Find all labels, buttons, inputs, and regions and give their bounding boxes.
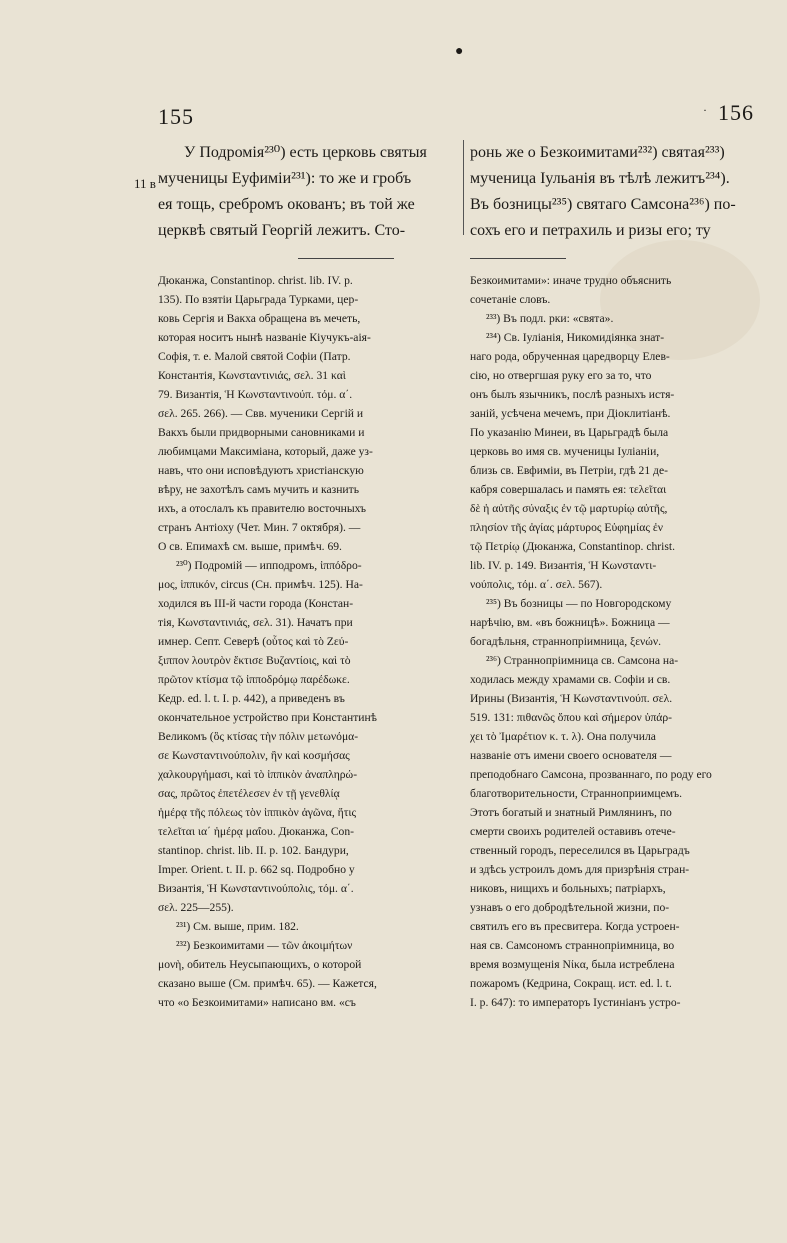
- footnote-line: Византія, Ἡ Κωνσταντινούπολις, τόμ. α΄.: [158, 882, 354, 895]
- footnote-line: τῷ Πετρίῳ (Дюканжа, Constantinop. christ.: [470, 540, 676, 553]
- footnote-line: 135). По взятіи Царьграда Турками, цер-: [158, 293, 359, 306]
- footnote-line: ная св. Самсономъ страннопріимница, во: [470, 939, 675, 952]
- footnote-line: святилъ его въ пресвитера. Когда устроен-: [470, 920, 680, 933]
- footnote-line: σελ. 265. 266). — Свв. мученики Сергій и: [158, 407, 364, 420]
- footnote-line: σε Κωνσταντινούπολιν, ἣν καὶ κοσμήσας: [158, 749, 350, 762]
- footnote-line: кабря совершалась и память ея: τελεῖται: [470, 483, 667, 496]
- footnote-line: окончательное устройство при Константинѣ: [158, 711, 377, 724]
- footnote-line: богадѣльня, страннопріимница, ξενών.: [470, 635, 662, 648]
- footnote-line: stantinop. christ. lib. II. p. 102. Бандури,: [158, 844, 349, 857]
- footnote-line: ходилась между храмами св. Софіи и св.: [470, 673, 671, 686]
- footnote-line: ²³¹) См. выше, прим. 182.: [176, 920, 299, 933]
- footnote-line: χαλκουργήμασι, καὶ τὸ ἱππικὸν ἀναπληρώ-: [158, 768, 358, 781]
- footnote-line: Дюканжа, Constantinop. christ. lib. IV. p.: [158, 274, 353, 287]
- ink-mark: ●: [455, 44, 464, 59]
- main-text-line: сохъ его и петрахиль и ризы его; ту: [470, 222, 711, 239]
- footnote-line: ковь Сергія и Вакха обращена въ мечеть,: [158, 312, 361, 325]
- footnote-line: узнавъ о его добродѣтельной жизни, по-: [470, 901, 670, 914]
- footnote-line: преподобнаго Самсона, прозваннаго, по роду его: [470, 768, 712, 781]
- footnote-line: церковь во имя св. мученицы Іуліаніи,: [470, 445, 660, 458]
- footnote-line: ²³⁵) Въ бозницы — по Новгородскому: [486, 597, 672, 610]
- footnote-line: Ирины (Византія, Ἡ Κωνσταντινούπ. σελ.: [470, 692, 673, 705]
- footnote-line: lib. IV. p. 149. Византія, Ἡ Κωνσταντι-: [470, 559, 657, 572]
- footnote-line: ²³⁴) Св. Іуліанія, Никомидіянка знат-: [486, 331, 665, 344]
- footnote-line: сію, но отвергшая руку его за то, что: [470, 369, 652, 382]
- page-number-right: 156: [718, 100, 754, 125]
- footnote-line: ²³⁰) Подромій — ипподромъ, ἱππόδρο-: [176, 559, 362, 572]
- footnote-line: νούπολις, τόμ. α΄. σελ. 567).: [470, 578, 603, 591]
- footnote-line: ξιππον λουτρὸν ἔκτισε Βυζαντίοις, καὶ τὸ: [158, 654, 351, 667]
- main-text-line: Въ бозницы²³⁵) святаго Самсона²³⁶) по-: [470, 196, 736, 213]
- footnote-line: ихъ, а отослалъ къ правителю восточныхъ: [158, 502, 367, 515]
- ink-mark-small: ·: [703, 103, 707, 117]
- left-column: [158, 140, 458, 1012]
- main-text-line: ея тощь, сребромъ окованъ; въ той же: [158, 196, 415, 213]
- footnote-line: πλησίον τῆς ἁγίας μάρτυρος Εὐφημίας ἐν: [470, 521, 663, 534]
- footnote-line: τελεῖται ια΄ ἡμέρᾳ μαΐου. Дюканжа, Con-: [158, 825, 355, 838]
- page-number-left: 155: [158, 104, 194, 129]
- footnote-line: ²³³) Въ подл. рки: «свята».: [486, 312, 614, 325]
- footnote-rule: [298, 258, 394, 259]
- footnote-line: нарѣчію, вм. «въ божницѣ». Божница —: [470, 616, 670, 629]
- footnote-line: странъ Антіоху (Чет. Мин. 7 октября). —: [158, 521, 361, 534]
- footnote-line: наго рода, обрученная царедворцу Елев-: [470, 350, 670, 363]
- footnote-line: 519. 131: πιθανῶς ὅπου καὶ σήμερον ὑπάρ-: [470, 711, 673, 724]
- footnote-line: δὲ ἡ αὐτῆς σύναξις ἐν τῷ μαρτυρίῳ αὐτῆς,: [470, 502, 668, 515]
- footnote-line: Безкоимитами»: иначе трудно объяснить: [470, 274, 672, 287]
- footnote-line: пожаромъ (Кедрина, Сокращ. ист. ed. l. t.: [470, 977, 672, 990]
- footnote-line: Константія, Κωνσταντινιάς, σελ. 31 καὶ: [158, 369, 346, 382]
- footnote-line: По указанію Минеи, въ Царьградѣ была: [470, 426, 669, 439]
- right-main-text: [470, 140, 770, 244]
- footnote-line: любимцами Максиміана, который, даже уз-: [158, 445, 373, 458]
- footnote-line: πρῶτον κτίσμα τῷ ἱπποδρόμῳ παρέδωκε.: [158, 673, 350, 686]
- footnote-line: которая носитъ нынѣ названіе Кіучукъ-аія-: [158, 331, 371, 344]
- main-text-line: У Подромія²³⁰) есть церковь святыя: [184, 144, 427, 161]
- footnote-line: Софія, т. е. Малой святой Софіи (Патр.: [158, 350, 351, 363]
- right-column: [470, 140, 770, 1012]
- footnote-line: благотворительности, Странноприимцемъ.: [470, 787, 682, 800]
- footnote-line: σας, πρῶτος ἐπετέλεσεν ἐν τῇ γενεθλίᾳ: [158, 787, 340, 800]
- footnote-line: Вакхъ были придворными сановниками и: [158, 426, 365, 439]
- footnote-line: Этотъ богатый и знатный Римлянинъ, по: [470, 806, 672, 819]
- main-text-line: мученица Іульанія въ тѣлѣ лежитъ²³⁴).: [470, 170, 730, 187]
- footnote-line: имнер. Септ. Северѣ (οὗτος καὶ τὸ Ζεύ-: [158, 635, 349, 648]
- footnote-rule: [470, 258, 566, 259]
- footnote-line: онъ былъ язычникъ, послѣ разныхъ истя-: [470, 388, 675, 401]
- left-footnotes: [158, 271, 458, 1012]
- right-footnotes: [470, 271, 770, 1012]
- footnote-line: ходился въ III-й части города (Констан-: [158, 597, 354, 610]
- footnote-line: близь св. Евфиміи, въ Петріи, гдѣ 21 де-: [470, 464, 668, 477]
- main-text-line: ронь же о Безкоимитами²³²) святая²³³): [470, 144, 725, 161]
- margin-note: 11 в: [134, 176, 156, 191]
- footnote-line: и здѣсь устроилъ домъ для призрѣнія стран-: [470, 863, 690, 876]
- footnote-line: сочетаніе словъ.: [470, 293, 551, 306]
- footnote-line: сказано выше (См. примѣч. 65). — Кажется,: [158, 977, 377, 990]
- footnote-line: ²³²) Безкоимитами — τῶν ἀκοιμήτων: [176, 939, 353, 952]
- footnote-line: I. p. 647): то императоръ Іустиніанъ устро-: [470, 996, 681, 1009]
- left-main-text: [158, 140, 458, 244]
- footnote-line: Imper. Orient. t. II. p. 662 sq. Подробно у: [158, 863, 355, 876]
- footnote-line: σελ. 225—255).: [158, 901, 234, 914]
- footnote-line: ственный городъ, переселился въ Царьградъ: [470, 844, 690, 857]
- footnote-line: ἡμέρᾳ τῆς πόλεως τὸν ἱππικὸν ἀγῶνα, ἥτις: [158, 806, 357, 819]
- footnote-line: О св. Епимахѣ см. выше, примѣч. 69.: [158, 540, 342, 553]
- footnote-line: Великомъ (ὃς κτίσας τὴν πόλιν μετωνόμα-: [158, 730, 359, 743]
- main-text-line: мученицы Еуфиміи²³¹): то же и гробъ: [158, 170, 412, 187]
- footnote-line: названіе отъ имени своего основателя —: [470, 749, 672, 762]
- main-text-line: церквѣ святый Георгій лежитъ. Сто-: [158, 222, 406, 239]
- footnote-line: μονὴ, обитель Неусыпающихъ, о которой: [158, 958, 362, 971]
- footnote-line: никовъ, нищихъ и больныхъ; патріархъ,: [470, 882, 666, 895]
- footnote-line: ²³⁶) Страннопріимница св. Самсона на-: [486, 654, 679, 667]
- footnote-line: навъ, что они исповѣдуютъ христіанскую: [158, 464, 364, 477]
- footnote-line: вѣру, не захотѣлъ самъ мучить и казнить: [158, 483, 359, 496]
- footnote-line: что «о Безкоимитами» написано вм. «съ: [158, 996, 356, 1009]
- column-divider: [463, 140, 464, 235]
- footnote-line: Кедр. ed. l. t. I. p. 442), а приведенъ въ: [158, 692, 345, 705]
- footnote-line: смерти своихъ родителей оставивъ отече-: [470, 825, 676, 838]
- footnote-line: 79. Византія, Ἡ Κωνσταντινούπ. τόμ. α΄.: [158, 388, 353, 401]
- footnote-line: заній, усѣчена мечемъ, при Діоклитіанѣ.: [470, 407, 671, 420]
- footnote-line: время возмущенія Νίκα, была истреблена: [470, 958, 675, 971]
- footnote-line: тія, Κωνσταντινιάς, σελ. 31). Начатъ при: [158, 616, 353, 629]
- footnote-line: χει τὸ Ἰμαρέτιον κ. τ. λ). Она получила: [470, 730, 656, 743]
- footnote-line: μος, ἱππικόν, circus (Сн. примѣч. 125). На-: [158, 578, 363, 591]
